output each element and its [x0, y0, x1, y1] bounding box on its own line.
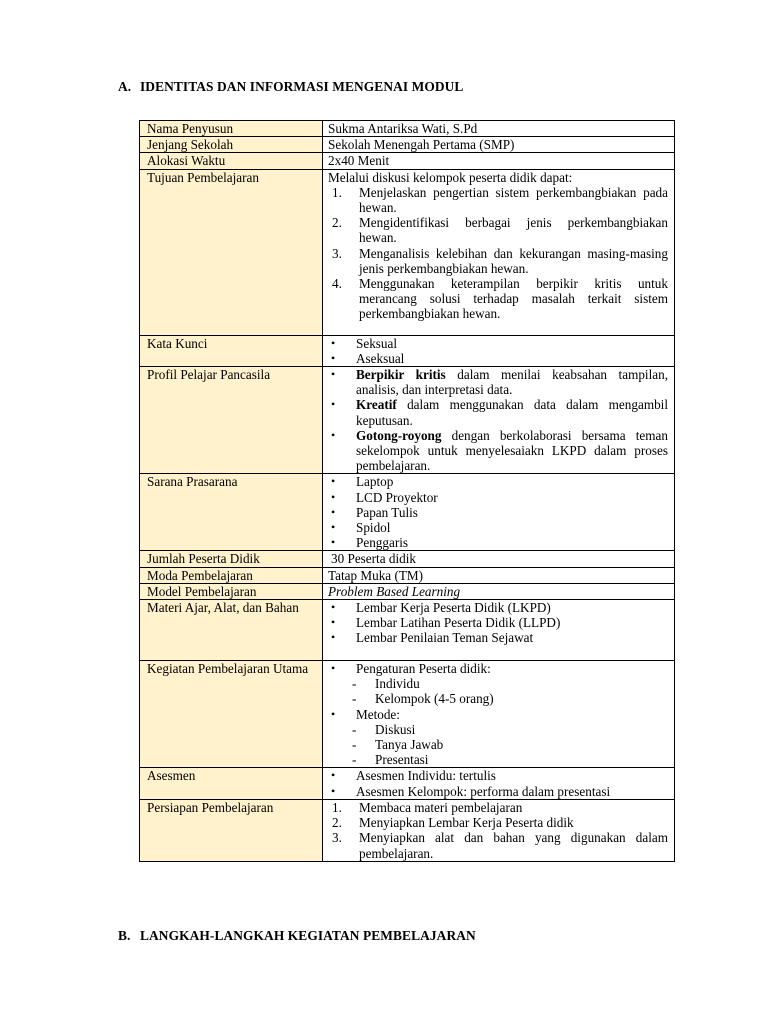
- pengaturan-sublist: [328, 676, 668, 706]
- table-row: [140, 153, 675, 169]
- label-profil-pelajar: Profil Pelajar Pancasila: [140, 367, 323, 474]
- section-a-title: IDENTITAS DAN INFORMASI MENGENAI MODUL: [140, 79, 464, 94]
- value-tujuan-pembelajaran: [323, 169, 675, 335]
- tujuan-intro: Melalui diskusi kelompok peserta didik dapat:: [328, 169, 573, 185]
- label-materi-ajar: Materi Ajar, Alat, dan Bahan: [140, 600, 323, 661]
- persiapan-list: [328, 800, 668, 861]
- asesmen-list: [328, 768, 668, 798]
- table-row: [140, 121, 675, 137]
- list-item: 3. Menganalisis kelebihan dan kekurangan masing-masing jenis perkembangbiakan hewan.: [332, 245, 668, 276]
- value-profil-pelajar: [323, 367, 675, 474]
- table-row: [140, 600, 675, 661]
- value-jumlah-peserta: 30 Peserta didik: [331, 551, 416, 567]
- table-row: [140, 583, 675, 599]
- materi-list: [328, 600, 668, 646]
- label-nama-penyusun: Nama Penyusun: [140, 121, 323, 137]
- table-row: [140, 799, 675, 861]
- list-item: - Presentasi: [328, 752, 668, 767]
- table-row: [140, 367, 675, 474]
- label-tujuan-pembelajaran: Tujuan Pembelajaran: [140, 169, 323, 335]
- sarana-list: [328, 474, 668, 550]
- section-b-heading: [118, 928, 476, 944]
- value-sarana-prasarana: [323, 474, 675, 551]
- list-item: • Asesmen Kelompok: performa dalam presentasi: [328, 784, 668, 799]
- value-alokasi-waktu: 2x40 Menit: [323, 153, 675, 169]
- list-item: • Berpikir kritis dalam menilai keabsahan tampilan, analisis, dan interpretasi data.: [328, 367, 668, 397]
- table-row: [140, 137, 675, 153]
- value-persiapan-pembelajaran: [323, 799, 675, 861]
- value-moda-pembelajaran: Tatap Muka (TM): [323, 567, 675, 583]
- list-item: 3. Menyiapkan alat dan bahan yang digunakan dalam pembelajaran.: [332, 830, 668, 861]
- value-kata-kunci: [323, 335, 675, 366]
- list-item: - Diskusi: [328, 722, 668, 737]
- kegiatan-list: [328, 661, 668, 676]
- list-item: - Individu: [328, 676, 668, 691]
- list-item: • Lembar Penilaian Teman Sejawat: [328, 630, 668, 645]
- label-asesmen: Asesmen: [140, 768, 323, 799]
- list-item: • LCD Proyektor: [328, 490, 668, 505]
- metode-sublist: [328, 722, 668, 768]
- list-item: • Seksual: [328, 336, 668, 351]
- label-kegiatan-pembelajaran: Kegiatan Pembelajaran Utama: [140, 661, 323, 768]
- module-info-table: [139, 120, 675, 862]
- table-row: [140, 335, 675, 366]
- list-item: • Spidol: [328, 520, 668, 535]
- list-item: • Kreatif dalam menggunakan data dalam mengambil keputusan.: [328, 397, 668, 427]
- list-item: 4. Menggunakan keterampilan berpikir kritis untuk merancang solusi terhadap masalah terkait sistem perkembangbiakan hewan.: [332, 276, 668, 322]
- label-moda-pembelajaran: Moda Pembelajaran: [140, 567, 323, 583]
- list-item: 1. Menjelaskan pengertian sistem perkembangbiakan pada hewan.: [332, 184, 668, 216]
- list-item: • Laptop: [328, 474, 668, 489]
- label-alokasi-waktu: Alokasi Waktu: [140, 153, 323, 169]
- value-materi-ajar: [323, 600, 675, 661]
- table-row: [140, 169, 675, 335]
- list-item: • Lembar Latihan Peserta Didik (LLPD): [328, 615, 668, 630]
- value-jenjang-sekolah: Sekolah Menengah Pertama (SMP): [323, 137, 675, 153]
- list-item: 2. Mengidentifikasi berbagai jenis perkembangbiakan hewan.: [332, 215, 668, 246]
- list-item: 1. Membaca materi pembelajaran: [332, 799, 523, 815]
- list-item: - Tanya Jawab: [328, 737, 668, 752]
- label-sarana-prasarana: Sarana Prasarana: [140, 474, 323, 551]
- section-a-letter: A.: [118, 79, 132, 94]
- list-item: • Lembar Kerja Peserta Didik (LKPD): [328, 600, 668, 615]
- value-nama-penyusun: Sukma Antariksa Wati, S.Pd: [323, 121, 675, 137]
- value-asesmen: [323, 768, 675, 799]
- section-b-letter: B.: [118, 928, 131, 943]
- label-persiapan-pembelajaran: Persiapan Pembelajaran: [140, 799, 323, 861]
- label-jenjang-sekolah: Jenjang Sekolah: [140, 137, 323, 153]
- value-model-pembelajaran: Problem Based Learning: [323, 583, 675, 599]
- section-a-heading: [118, 79, 463, 95]
- table-row: [140, 474, 675, 551]
- list-item: • Aseksual: [328, 351, 668, 366]
- table-row: [140, 661, 675, 768]
- value-kegiatan-pembelajaran: [323, 661, 675, 768]
- profil-list: [328, 367, 668, 473]
- table-row: [140, 551, 675, 567]
- list-item: • Papan Tulis: [328, 505, 668, 520]
- list-item: • Metode:: [328, 707, 668, 722]
- label-jumlah-peserta: Jumlah Peserta Didik: [140, 551, 323, 567]
- list-item: • Asesmen Individu: tertulis: [328, 768, 668, 783]
- label-model-pembelajaran: Model Pembelajaran: [140, 583, 323, 599]
- list-item: - Kelompok (4-5 orang): [328, 691, 668, 706]
- list-item: • Penggaris: [328, 535, 668, 550]
- list-item: • Pengaturan Peserta didik:: [328, 661, 668, 676]
- table-row: [140, 768, 675, 799]
- table-row: [140, 567, 675, 583]
- label-kata-kunci: Kata Kunci: [140, 335, 323, 366]
- tujuan-list: [328, 185, 668, 322]
- list-item: 2. Menyiapkan Lembar Kerja Peserta didik: [332, 815, 574, 831]
- metode-list: [328, 707, 668, 722]
- list-item: • Gotong-royong dengan berkolaborasi bersama teman sekelompok untuk menyelesaiakn LKPD dalam proses pembelajaran.: [328, 428, 668, 474]
- section-b-title: LANGKAH-LANGKAH KEGIATAN PEMBELAJARAN: [140, 928, 476, 943]
- kata-kunci-list: [328, 336, 668, 366]
